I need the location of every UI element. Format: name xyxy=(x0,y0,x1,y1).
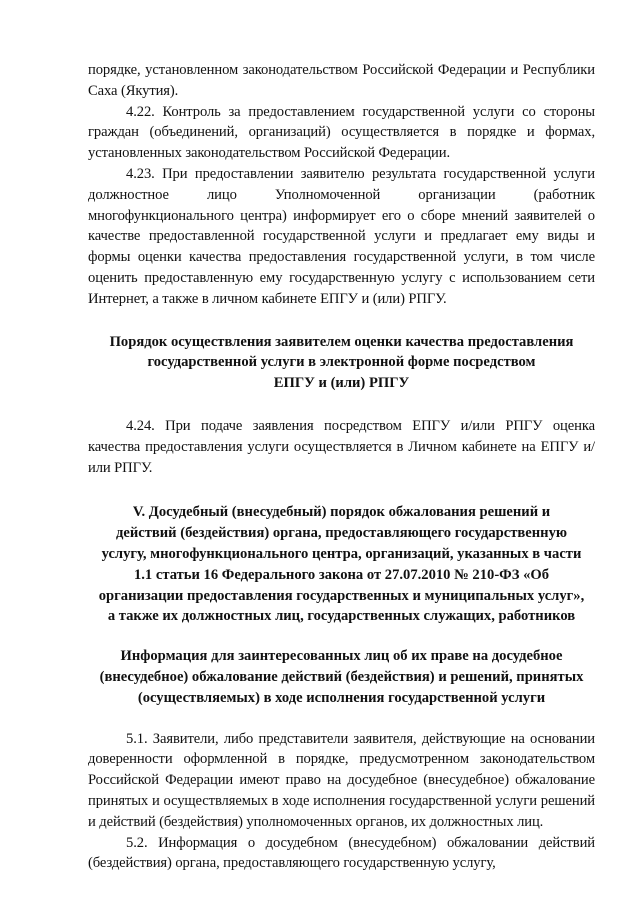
paragraph-4-23: 4.23. При предоставлении заявителю результата государственной услуги должностное лицо Уполномоченной организации (работник многофункционального центра) информирует его о сборе мнений заявителей о качестве предоставленной государственной услуги и предлагает ему виды и формы оценки качества предоставления государственной услуги, в том числе оценить предоставленную ему государственную услугу с использованием сети Интернет, а также в личном кабинете ЕПГУ и (или) РПГУ. xyxy=(88,165,595,307)
heading-line: ЕПГУ и (или) РПГУ xyxy=(273,375,410,392)
heading-line: государственной услуги в электронной форме посредством xyxy=(147,354,536,371)
paragraph-continuation: порядке, установленном законодательством Российской Федерации и Республики Саха (Якутия). xyxy=(88,62,595,99)
heading-line: (осуществляемых) в ходе исполнения государственной услуги xyxy=(137,689,546,706)
heading-line: Порядок осуществления заявителем оценки качества предоставления xyxy=(109,333,574,350)
paragraph-5-2: 5.2. Информация о досудебном (внесудебном) обжаловании действий (бездействия) органа, предоставляющего государственную услугу, xyxy=(88,834,595,872)
heading-line: V. Досудебный (внесудебный) порядок обжалования решений и xyxy=(132,504,551,521)
paragraph-5-1: 5.1. Заявители, либо представители заявителя, действующие на основании доверенности оформленной в порядке, предусмотренном законодательством Российской Федерации имеют право на досудебное (внесудебное) обжалование принятых и осуществляемых в ходе исполнения государственной услуги решений и действий (бездействия) уполномоченных органов, их должностных лиц. xyxy=(88,730,595,830)
spacer xyxy=(88,310,595,332)
heading-line: действий (бездействия) органа, предоставляющего государственную xyxy=(115,525,568,542)
spacer xyxy=(88,627,595,646)
spacer xyxy=(88,478,595,502)
heading-line: (внесудебное) обжалование действий (бездействия) и решений, принятых xyxy=(99,668,584,685)
document-body xyxy=(88,60,595,874)
heading-portal-quality-assessment xyxy=(88,332,595,394)
paragraph-4-22: 4.22. Контроль за предоставлением государственной услуги со стороны граждан (объединений, организаций) осуществляется в порядке и формах, установленных законодательством Российской Федерации. xyxy=(88,103,595,162)
heading-line: а также их должностных лиц, государственных служащих, работников xyxy=(107,608,576,625)
heading-appeal-rights-info xyxy=(88,646,595,708)
heading-line: 1.1 статьи 16 Федерального закона от 27.07.2010 № 210-ФЗ «Об xyxy=(133,566,550,583)
heading-section-5 xyxy=(88,502,595,627)
heading-line: услугу, многофункционального центра, организаций, указанных в части xyxy=(101,545,582,562)
spacer xyxy=(88,394,595,416)
heading-line: организации предоставления государственных и муниципальных услуг», xyxy=(98,587,585,604)
spacer xyxy=(88,709,595,729)
paragraph-4-24: 4.24. При подаче заявления посредством ЕПГУ и/или РПГУ оценка качества предоставления услуги осуществляется в Личном кабинете на ЕПГУ и/или РПГУ. xyxy=(88,417,595,476)
heading-line: Информация для заинтересованных лиц об их праве на досудебное xyxy=(120,648,563,665)
